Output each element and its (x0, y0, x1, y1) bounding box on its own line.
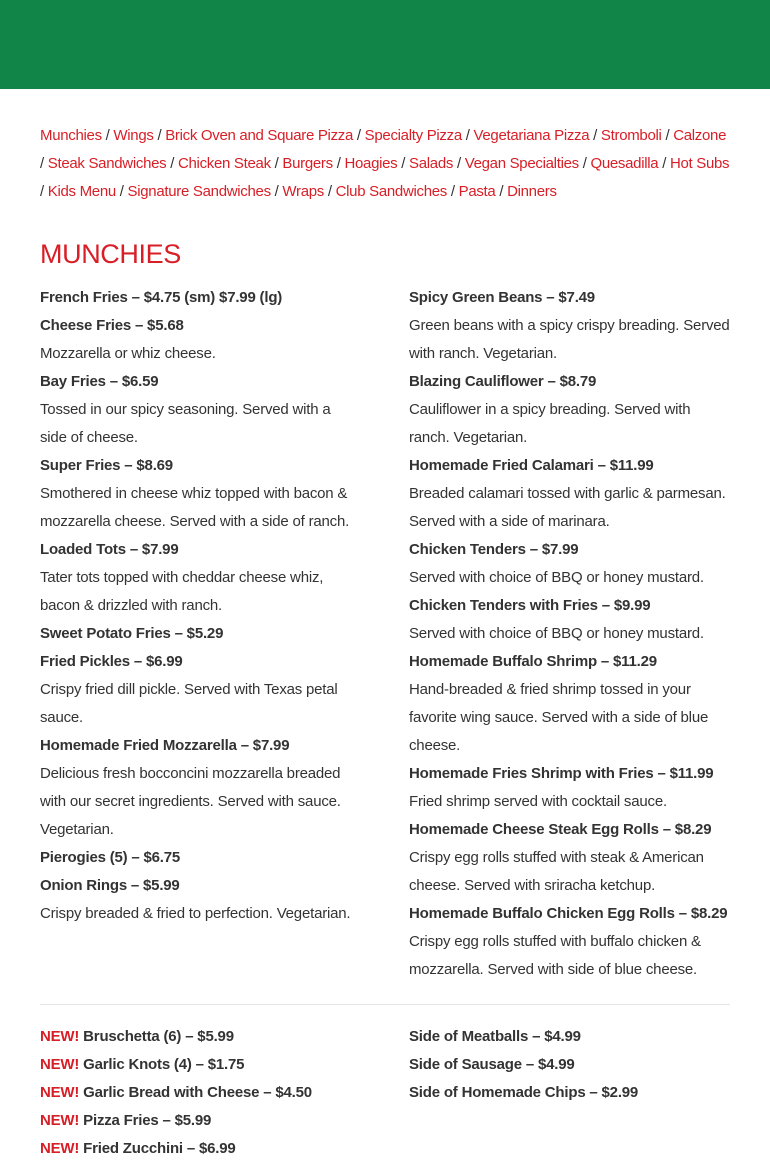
nav-separator: / (461, 127, 474, 144)
new-badge: NEW! (40, 1028, 80, 1046)
nav-link-wraps[interactable]: Wraps (282, 183, 324, 200)
nav-separator: / (353, 127, 365, 144)
new-badge: NEW! (40, 1112, 80, 1130)
nav-link-steak-sandwiches[interactable]: Steak Sandwiches (47, 155, 167, 172)
menu-column-right (409, 284, 730, 984)
nav-separator: / (153, 127, 166, 144)
menu-item-title: Onion Rings – $5.99 (40, 877, 180, 895)
nav-link-stromboli[interactable]: Stromboli (600, 127, 662, 144)
nav-link-chicken-steak[interactable]: Chicken Steak (177, 155, 271, 172)
menu-item-description: Crispy fried dill pickle. Served with Texas petal sauce. (40, 681, 338, 727)
menu-item-title: Homemade Fried Calamari – $11.99 (409, 457, 654, 475)
side-item: Side of Sausage – $4.99 (409, 1056, 575, 1074)
menu-item (40, 620, 361, 648)
menu-item-title: Chicken Tenders with Fries – $9.99 (409, 597, 651, 615)
menu-columns (40, 284, 730, 984)
nav-link-burgers[interactable]: Burgers (282, 155, 333, 172)
new-items-column (40, 1023, 361, 1163)
side-item: Side of Homemade Chips – $2.99 (409, 1084, 639, 1102)
sides-column (409, 1023, 730, 1163)
nav-link-specialty-pizza[interactable]: Specialty Pizza (364, 127, 462, 144)
nav-link-pasta[interactable]: Pasta (458, 183, 496, 200)
nav-separator: / (397, 155, 409, 172)
menu-item-title: Cheese Fries – $5.68 (40, 317, 184, 335)
nav-link-quesadilla[interactable]: Quesadilla (590, 155, 659, 172)
menu-item-description: Smothered in cheese whiz topped with bacon & mozzarella cheese. Served with a side of ranch. (40, 485, 350, 531)
new-badge: NEW! (40, 1056, 80, 1074)
nav-separator: / (447, 183, 459, 200)
menu-item (409, 284, 730, 368)
new-badge: NEW! (40, 1084, 80, 1102)
new-menu-item (40, 1107, 361, 1135)
nav-separator: / (495, 183, 508, 200)
menu-item-description: Fried shrimp served with cocktail sauce. (409, 793, 667, 811)
nav-link-signature-sandwiches[interactable]: Signature Sandwiches (127, 183, 271, 200)
nav-separator: / (40, 183, 48, 200)
menu-item-title: Homemade Buffalo Shrimp – $11.29 (409, 653, 657, 671)
nav-link-munchies[interactable]: Munchies (40, 127, 102, 144)
nav-link-hoagies[interactable]: Hoagies (344, 155, 398, 172)
menu-item (40, 368, 361, 452)
nav-link-calzone[interactable]: Calzone (673, 127, 727, 144)
menu-item (409, 592, 730, 648)
menu-item-description: Tossed in our spicy seasoning. Served with a side of cheese. (40, 401, 331, 447)
nav-link-brick-oven-and-square-pizza[interactable]: Brick Oven and Square Pizza (165, 127, 354, 144)
menu-item-title: Fried Pickles – $6.99 (40, 653, 183, 671)
nav-separator: / (323, 183, 336, 200)
menu-item-description: Served with choice of BBQ or honey mustard. (409, 625, 704, 643)
new-menu-item (40, 1079, 361, 1107)
menu-item (40, 452, 361, 536)
menu-item-description: Breaded calamari tossed with garlic & parmesan. Served with a side of marinara. (409, 485, 726, 531)
nav-separator: / (166, 155, 178, 172)
menu-item-description: Mozzarella or whiz cheese. (40, 345, 216, 363)
nav-separator: / (40, 155, 48, 172)
menu-item (409, 648, 730, 760)
nav-separator: / (115, 183, 128, 200)
menu-item-title: Bay Fries – $6.59 (40, 373, 159, 391)
menu-item-title: Homemade Fried Mozzarella – $7.99 (40, 737, 290, 755)
menu-column-left (40, 284, 361, 984)
menu-item-title: Chicken Tenders – $7.99 (409, 541, 579, 559)
menu-item-description: Delicious fresh bocconcini mozzarella breaded with our secret ingredients. Served with sauce. Vegetarian. (40, 765, 341, 839)
menu-item-description: Crispy breaded & fried to perfection. Vegetarian. (40, 905, 351, 923)
nav-link-kids-menu[interactable]: Kids Menu (47, 183, 116, 200)
section-divider (40, 1004, 730, 1005)
nav-separator: / (101, 127, 114, 144)
new-menu-item (40, 1051, 361, 1079)
new-menu-item-title: Garlic Bread with Cheese – $4.50 (83, 1084, 312, 1102)
nav-separator: / (578, 155, 591, 172)
menu-item-title: Homemade Fries Shrimp with Fries – $11.99 (409, 765, 714, 783)
menu-item-description: Tater tots topped with cheddar cheese whiz, bacon & drizzled with ranch. (40, 569, 324, 615)
menu-item (40, 732, 361, 844)
header-bar (0, 0, 770, 89)
new-menu-item (40, 1023, 361, 1051)
menu-item (409, 368, 730, 452)
nav-separator: / (589, 127, 601, 144)
new-menu-item-title: Bruschetta (6) – $5.99 (83, 1028, 234, 1046)
menu-item-description: Crispy egg rolls stuffed with buffalo chicken & mozzarella. Served with side of blue cheese. (409, 933, 701, 979)
new-menu-item-title: Pizza Fries – $5.99 (83, 1112, 212, 1130)
new-menu-item-title: Fried Zucchini – $6.99 (83, 1140, 236, 1158)
menu-item (40, 284, 361, 312)
menu-item-title: Homemade Buffalo Chicken Egg Rolls – $8.29 (409, 905, 728, 923)
menu-item (40, 312, 361, 368)
menu-item (409, 760, 730, 816)
menu-item (40, 536, 361, 620)
nav-link-vegetariana-pizza[interactable]: Vegetariana Pizza (473, 127, 590, 144)
menu-item-title: Loaded Tots – $7.99 (40, 541, 179, 559)
section-title: MUNCHIES (40, 239, 181, 269)
menu-item-title: Homemade Cheese Steak Egg Rolls – $8.29 (409, 821, 712, 839)
menu-item (409, 900, 730, 984)
menu-item (40, 872, 361, 928)
menu-item-description: Crispy egg rolls stuffed with steak & American cheese. Served with sriracha ketchup. (409, 849, 704, 895)
menu-item-title: French Fries – $4.75 (sm) $7.99 (lg) (40, 289, 283, 307)
menu-item (409, 452, 730, 536)
nav-link-salads[interactable]: Salads (409, 155, 454, 172)
menu-item-title: Pierogies (5) – $6.75 (40, 849, 181, 867)
new-menu-item-title: Garlic Knots (4) – $1.75 (83, 1056, 245, 1074)
nav-link-wings[interactable]: Wings (113, 127, 154, 144)
nav-link-dinners[interactable]: Dinners (507, 183, 557, 200)
nav-separator: / (332, 155, 345, 172)
nav-separator: / (270, 155, 283, 172)
new-menu-item (40, 1135, 361, 1163)
nav-separator: / (270, 183, 283, 200)
nav-separator: / (453, 155, 465, 172)
menu-item-description: Cauliflower in a spicy breading. Served with ranch. Vegetarian. (409, 401, 691, 447)
menu-item-description: Served with choice of BBQ or honey mustard. (409, 569, 704, 587)
menu-item (409, 816, 730, 900)
menu-item (40, 648, 361, 732)
menu-item-description: Hand-breaded & fried shrimp tossed in your favorite wing sauce. Served with a side of blue cheese. (409, 681, 709, 755)
extras-columns (40, 1023, 730, 1163)
menu-item-title: Sweet Potato Fries – $5.29 (40, 625, 224, 643)
menu-item-description: Green beans with a spicy crispy breading. Served with ranch. Vegetarian. (409, 317, 730, 363)
nav-link-club-sandwiches[interactable]: Club Sandwiches (335, 183, 447, 200)
menu-item-title: Spicy Green Beans – $7.49 (409, 289, 595, 307)
nav-separator: / (658, 155, 670, 172)
menu-item (40, 844, 361, 872)
menu-item-title: Blazing Cauliflower – $8.79 (409, 373, 597, 391)
nav-link-hot-subs[interactable]: Hot Subs (669, 155, 730, 172)
content (0, 122, 770, 1163)
new-badge: NEW! (40, 1140, 80, 1158)
menu-item (409, 536, 730, 592)
category-nav (40, 122, 730, 206)
nav-link-vegan-specialties[interactable]: Vegan Specialties (464, 155, 579, 172)
side-item: Side of Meatballs – $4.99 (409, 1028, 581, 1046)
menu-item-title: Super Fries – $8.69 (40, 457, 173, 475)
nav-separator: / (661, 127, 674, 144)
